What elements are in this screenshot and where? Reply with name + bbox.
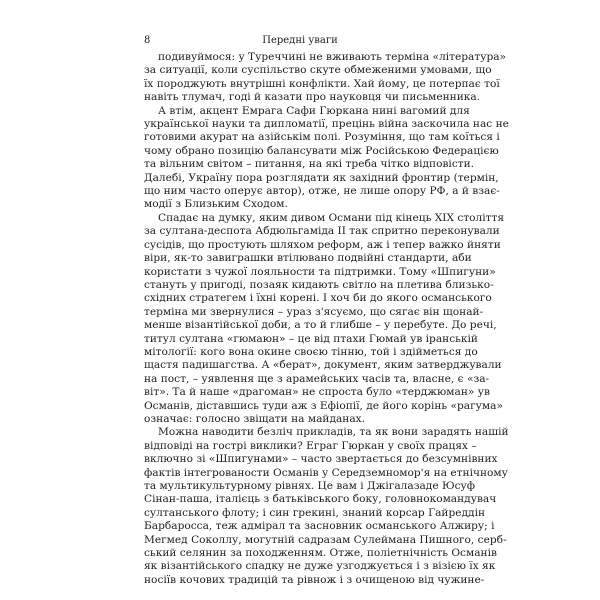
text-line: за султана-деспота Абдюльгаміда II так спритно переконували — [144, 225, 500, 238]
paragraph — [144, 104, 509, 212]
text-line: фактів інтегрованости Османів у Середземномор'я на етнічному — [144, 466, 508, 479]
text-line: користати з чужої лояльности та підтримки. Тому «Шпигуни» — [144, 265, 496, 278]
paragraph — [144, 426, 509, 587]
text-line: східних стратегем і їхні корені. І хоч би до якого османського — [144, 292, 492, 305]
paragraph — [144, 211, 505, 427]
text-line: менше візантійської доби, а то й глибше – у перебуте. До речі, — [144, 319, 497, 332]
text-line: подивуймося: у Туреччині не вживають терміна «література» — [158, 51, 507, 63]
text-line: А втім, акцент Емрага Сафи Гюркана нині вагомий для — [158, 104, 470, 117]
body-text — [144, 51, 509, 587]
text-line: віт». Та й наше «драгоман» не спроста було «терджюман» ув — [144, 386, 490, 399]
text-line: ський селянин за походженням. Отже, поліетнічність Османів — [144, 547, 497, 560]
text-line: Далебі, Україну пора розглядати як західний фронтир (термін, — [144, 171, 499, 184]
text-line: сусідів, що простують шляхом реформ, аж і тепер важко йняти — [144, 238, 501, 251]
text-line: Мегмед Соколлу, могутній садразам Сулеймана Пишного, серб- — [144, 533, 507, 546]
text-line: на пост, – уявлення ще з арамейських часів та, власне, є «за- — [144, 372, 490, 385]
text-line: Спадає на думку, яким дивом Османи під кінець XIX століття — [158, 211, 505, 224]
text-line: щастя падишагства. А «берат», документ, яким затверджували — [144, 359, 502, 372]
text-line: терміна ми звернулися – ураз з'ясуємо, що сягає він щонай- — [144, 305, 484, 318]
page-number: 8 — [144, 35, 151, 46]
text-line: за ситуації, коли суспільство скуте обмеженими умовами, що — [144, 64, 492, 77]
text-line: Сінан-паша, італієць з батьківського боку, головнокомандувач — [144, 493, 497, 506]
text-line: готовими акурат на азійськім полі. Розуміння, що там коїться і — [144, 131, 500, 144]
text-line: їх породжують внутрішні конфлікти. Хай йому, це потерпає тої — [144, 77, 500, 90]
text-line: та мультикультурному рівнях. Це вам і Джігалазаде Юсуф — [144, 480, 476, 492]
text-line: означає: голосно звіщати на майданах. — [144, 412, 365, 425]
text-line: титул султана «гюмаюн» – це від птахи Гюмай ув іранській — [144, 332, 478, 345]
text-line: мітології: кого вона окине своєю тінню, той і здійметься до — [144, 345, 478, 358]
text-line: модії з Близьким Сходом. — [144, 198, 288, 211]
text-line: носіїв кочових традицій та рівнож і з очищеною від чужинe- — [144, 573, 485, 586]
running-title: Передні уваги — [262, 35, 338, 46]
text-line: української науки та дипломатії, прецінь війна заскочила нас не — [144, 118, 509, 131]
text-line: відповіді на гострі виклики? Еграг Гюркан у своїх працях – — [144, 439, 477, 452]
running-header — [144, 34, 456, 48]
text-line: включно зі «Шпигунами» – часто звертається до безсумнівних — [144, 453, 498, 466]
paragraph — [144, 51, 507, 105]
text-line: Можна наводити безліч прикладів, та як вони зарадять нашій — [158, 426, 509, 439]
text-line: як візантійського спадку не дуже узгоджується і з візією їх як — [144, 560, 496, 573]
text-line: султанського флоту; і син грекині, знаний корсар Гайреддін — [144, 506, 486, 519]
text-line: стануть у пригоді, позаяк кидають світло на плетива близько- — [144, 278, 494, 291]
text-line: навіть тлумач, годі й казати про науковця чи письменника. — [144, 91, 481, 104]
text-line: що ним часто оперує автор), отже, не лише опору РФ, а й взає- — [144, 185, 500, 198]
text-line: віри, як-то завиграшки втілювано подвійні стандарти, аби — [144, 252, 472, 265]
text-line: чому обрано позицію балансувати між Російською Федерацією — [144, 144, 499, 157]
text-line: Османів, діставшись туди аж з Ефіопії, де його корінь «рагума» — [144, 399, 503, 412]
text-line: та вільним світом – питання, на які треба чітко відповісти. — [144, 158, 475, 171]
text-line: Барбаросса, теж адмірал та засновник османського Алжиру; і — [144, 520, 495, 533]
